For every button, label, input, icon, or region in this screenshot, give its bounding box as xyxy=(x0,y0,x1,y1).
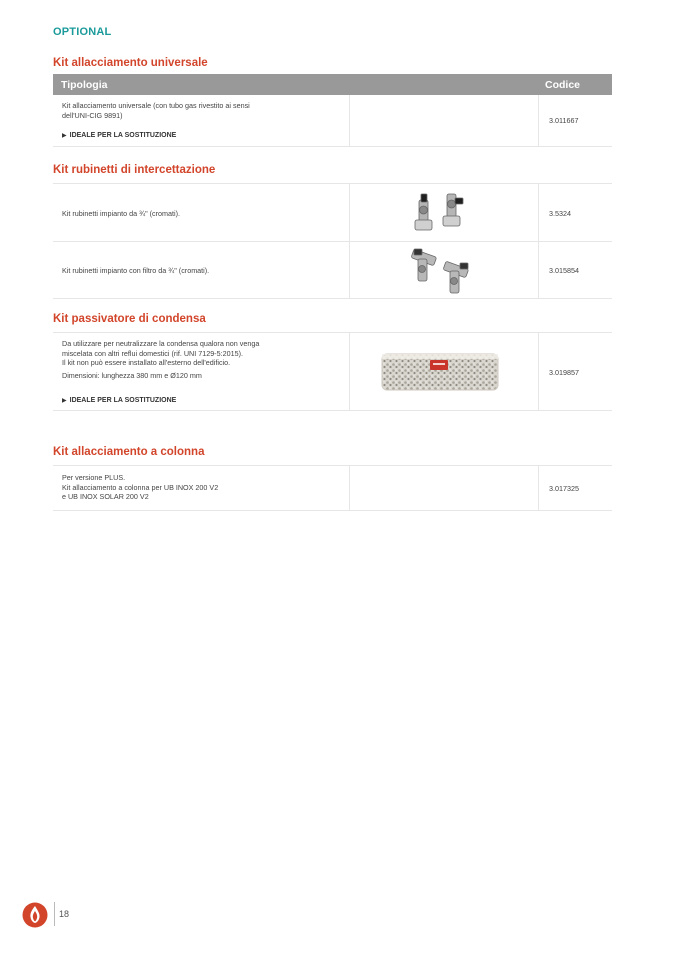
section-title-kit-rubinetti: Kit rubinetti di intercettazione xyxy=(53,164,216,176)
product-code: 3.019857 xyxy=(549,368,579,377)
footer-separator xyxy=(54,902,55,926)
flame-logo-icon xyxy=(22,902,48,928)
section-title-kit-passivatore: Kit passivatore di condensa xyxy=(53,313,206,325)
product-code: 3.011667 xyxy=(549,116,579,125)
valve-pair-icon xyxy=(411,190,471,234)
product-code: 3.017325 xyxy=(549,484,579,493)
dimensions-text: Dimensioni: lunghezza 380 mm e Ø120 mm xyxy=(62,370,202,380)
ideal-replacement-note: ▶ IDEALE PER LA SOSTITUZIONE xyxy=(62,397,177,404)
table-row xyxy=(53,241,612,299)
product-code: 3.015854 xyxy=(549,266,579,275)
table-row xyxy=(53,95,612,147)
row-description: Kit rubinetti impianto da ¾" (cromati). xyxy=(62,209,180,218)
column-header-codice: Codice xyxy=(545,79,581,91)
product-code: 3.5324 xyxy=(549,209,571,218)
row-description: Kit rubinetti impianto con filtro da ¾" (cromati). xyxy=(62,266,210,275)
row-description: Per versione PLUS. Kit allacciamento a colonna per UB INOX 200 V2 e UB INOX SOLAR 200 V2 xyxy=(62,473,219,501)
row-description: Kit allacciamento universale (con tubo gas rivestito ai sensi dell'UNI-CIG 9891) xyxy=(62,101,250,120)
triangle-right-icon: ▶ xyxy=(62,133,67,139)
filter-valve-pair-icon xyxy=(408,247,474,295)
condensate-neutralizer-icon xyxy=(380,351,500,393)
section-title-kit-allacciamento-universale: Kit allacciamento universale xyxy=(53,57,208,69)
page-section-label: OPTIONAL xyxy=(53,26,112,38)
page-number: 18 xyxy=(59,909,70,919)
ideal-replacement-note: ▶ IDEALE PER LA SOSTITUZIONE xyxy=(62,132,177,139)
triangle-right-icon: ▶ xyxy=(62,398,67,404)
section-title-kit-allacciamento-colonna: Kit allacciamento a colonna xyxy=(53,446,205,458)
table-row xyxy=(53,465,612,511)
table-header xyxy=(53,74,612,95)
row-description: Da utilizzare per neutralizzare la condensa qualora non venga miscelata con altri reflui domestici (rif. UNI 7129-5:2015). Il kit non può essere installato all'esterno dell'edificio. Dimensioni: lunghezza 380 mm e Ø120 mm xyxy=(62,339,332,380)
column-header-tipologia: Tipologia xyxy=(61,79,108,91)
table-row xyxy=(53,332,612,411)
table-row xyxy=(53,183,612,242)
